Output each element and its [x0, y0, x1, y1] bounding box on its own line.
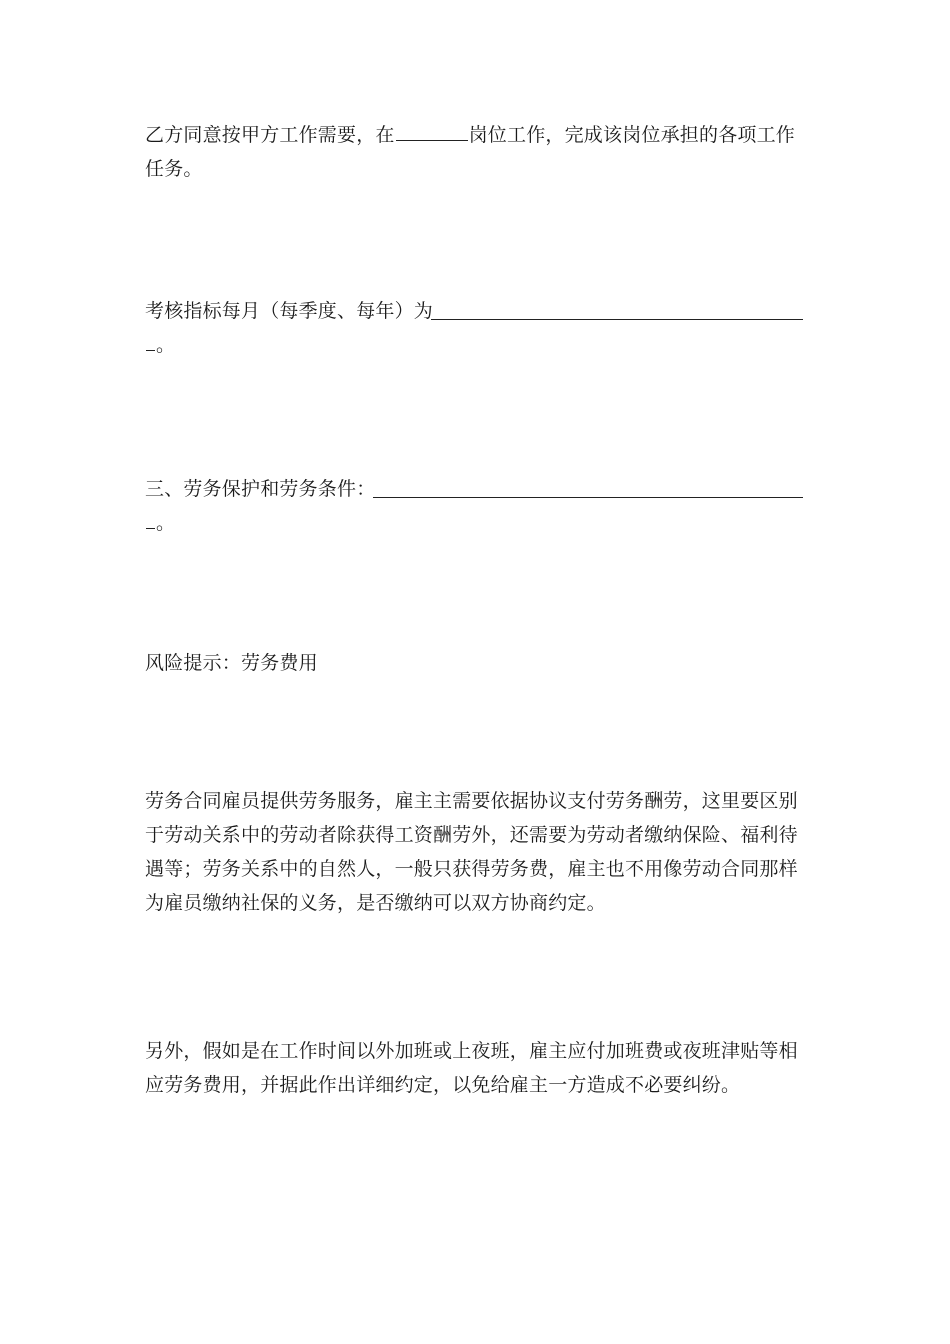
fill-in-blank [146, 349, 155, 351]
paragraph-line: 遇等；劳务关系中的自然人，一般只获得劳务费，雇主也不用像劳动合同那样 [145, 858, 798, 880]
paragraph-overtime [145, 1034, 805, 1102]
paragraph-line: 于劳动关系中的劳动者除获得工资酬劳外，还需要为劳动者缴纳保险、福利待 [145, 824, 798, 846]
paragraph-line [145, 294, 805, 328]
paragraph-assessment-indicator [145, 294, 805, 362]
paragraph-line: 为雇员缴纳社保的义务，是否缴纳可以双方协商约定。 [145, 892, 606, 914]
text-segment: 。 [156, 334, 176, 356]
paragraph-position-duty [145, 118, 805, 186]
paragraph-line: 任务。 [145, 158, 203, 180]
paragraph-line [145, 328, 805, 362]
paragraph-risk-explanation [145, 784, 805, 920]
risk-heading [145, 646, 805, 680]
paragraph-line: 风险提示：劳务费用 [145, 652, 318, 674]
fill-in-blank [146, 527, 155, 529]
fill-in-blank [373, 497, 803, 498]
paragraph-line [145, 506, 805, 540]
paragraph-line [145, 118, 805, 152]
text-segment: 三、劳务保护和劳务条件： [145, 478, 376, 500]
text-segment: 。 [156, 512, 176, 534]
fill-in-blank [431, 319, 803, 320]
text-segment: 考核指标每月（每季度、每年）为 [145, 300, 434, 322]
paragraph-labor-protection [145, 472, 805, 540]
paragraph-line [145, 472, 805, 506]
paragraph-line: 另外，假如是在工作时间以外加班或上夜班，雇主应付加班费或夜班津贴等相 [145, 1040, 798, 1062]
fill-in-blank [396, 139, 468, 141]
paragraph-line: 劳务合同雇员提供劳务服务，雇主主需要依据协议支付劳务酬劳，这里要区别 [145, 790, 798, 812]
text-segment: 岗位工作，完成该岗位承担的各项工作 [468, 124, 796, 146]
paragraph-line: 应劳务费用，并据此作出详细约定，以免给雇主一方造成不必要纠纷。 [145, 1074, 741, 1096]
text-segment: 乙方同意按甲方工作需要，在 [145, 124, 395, 146]
